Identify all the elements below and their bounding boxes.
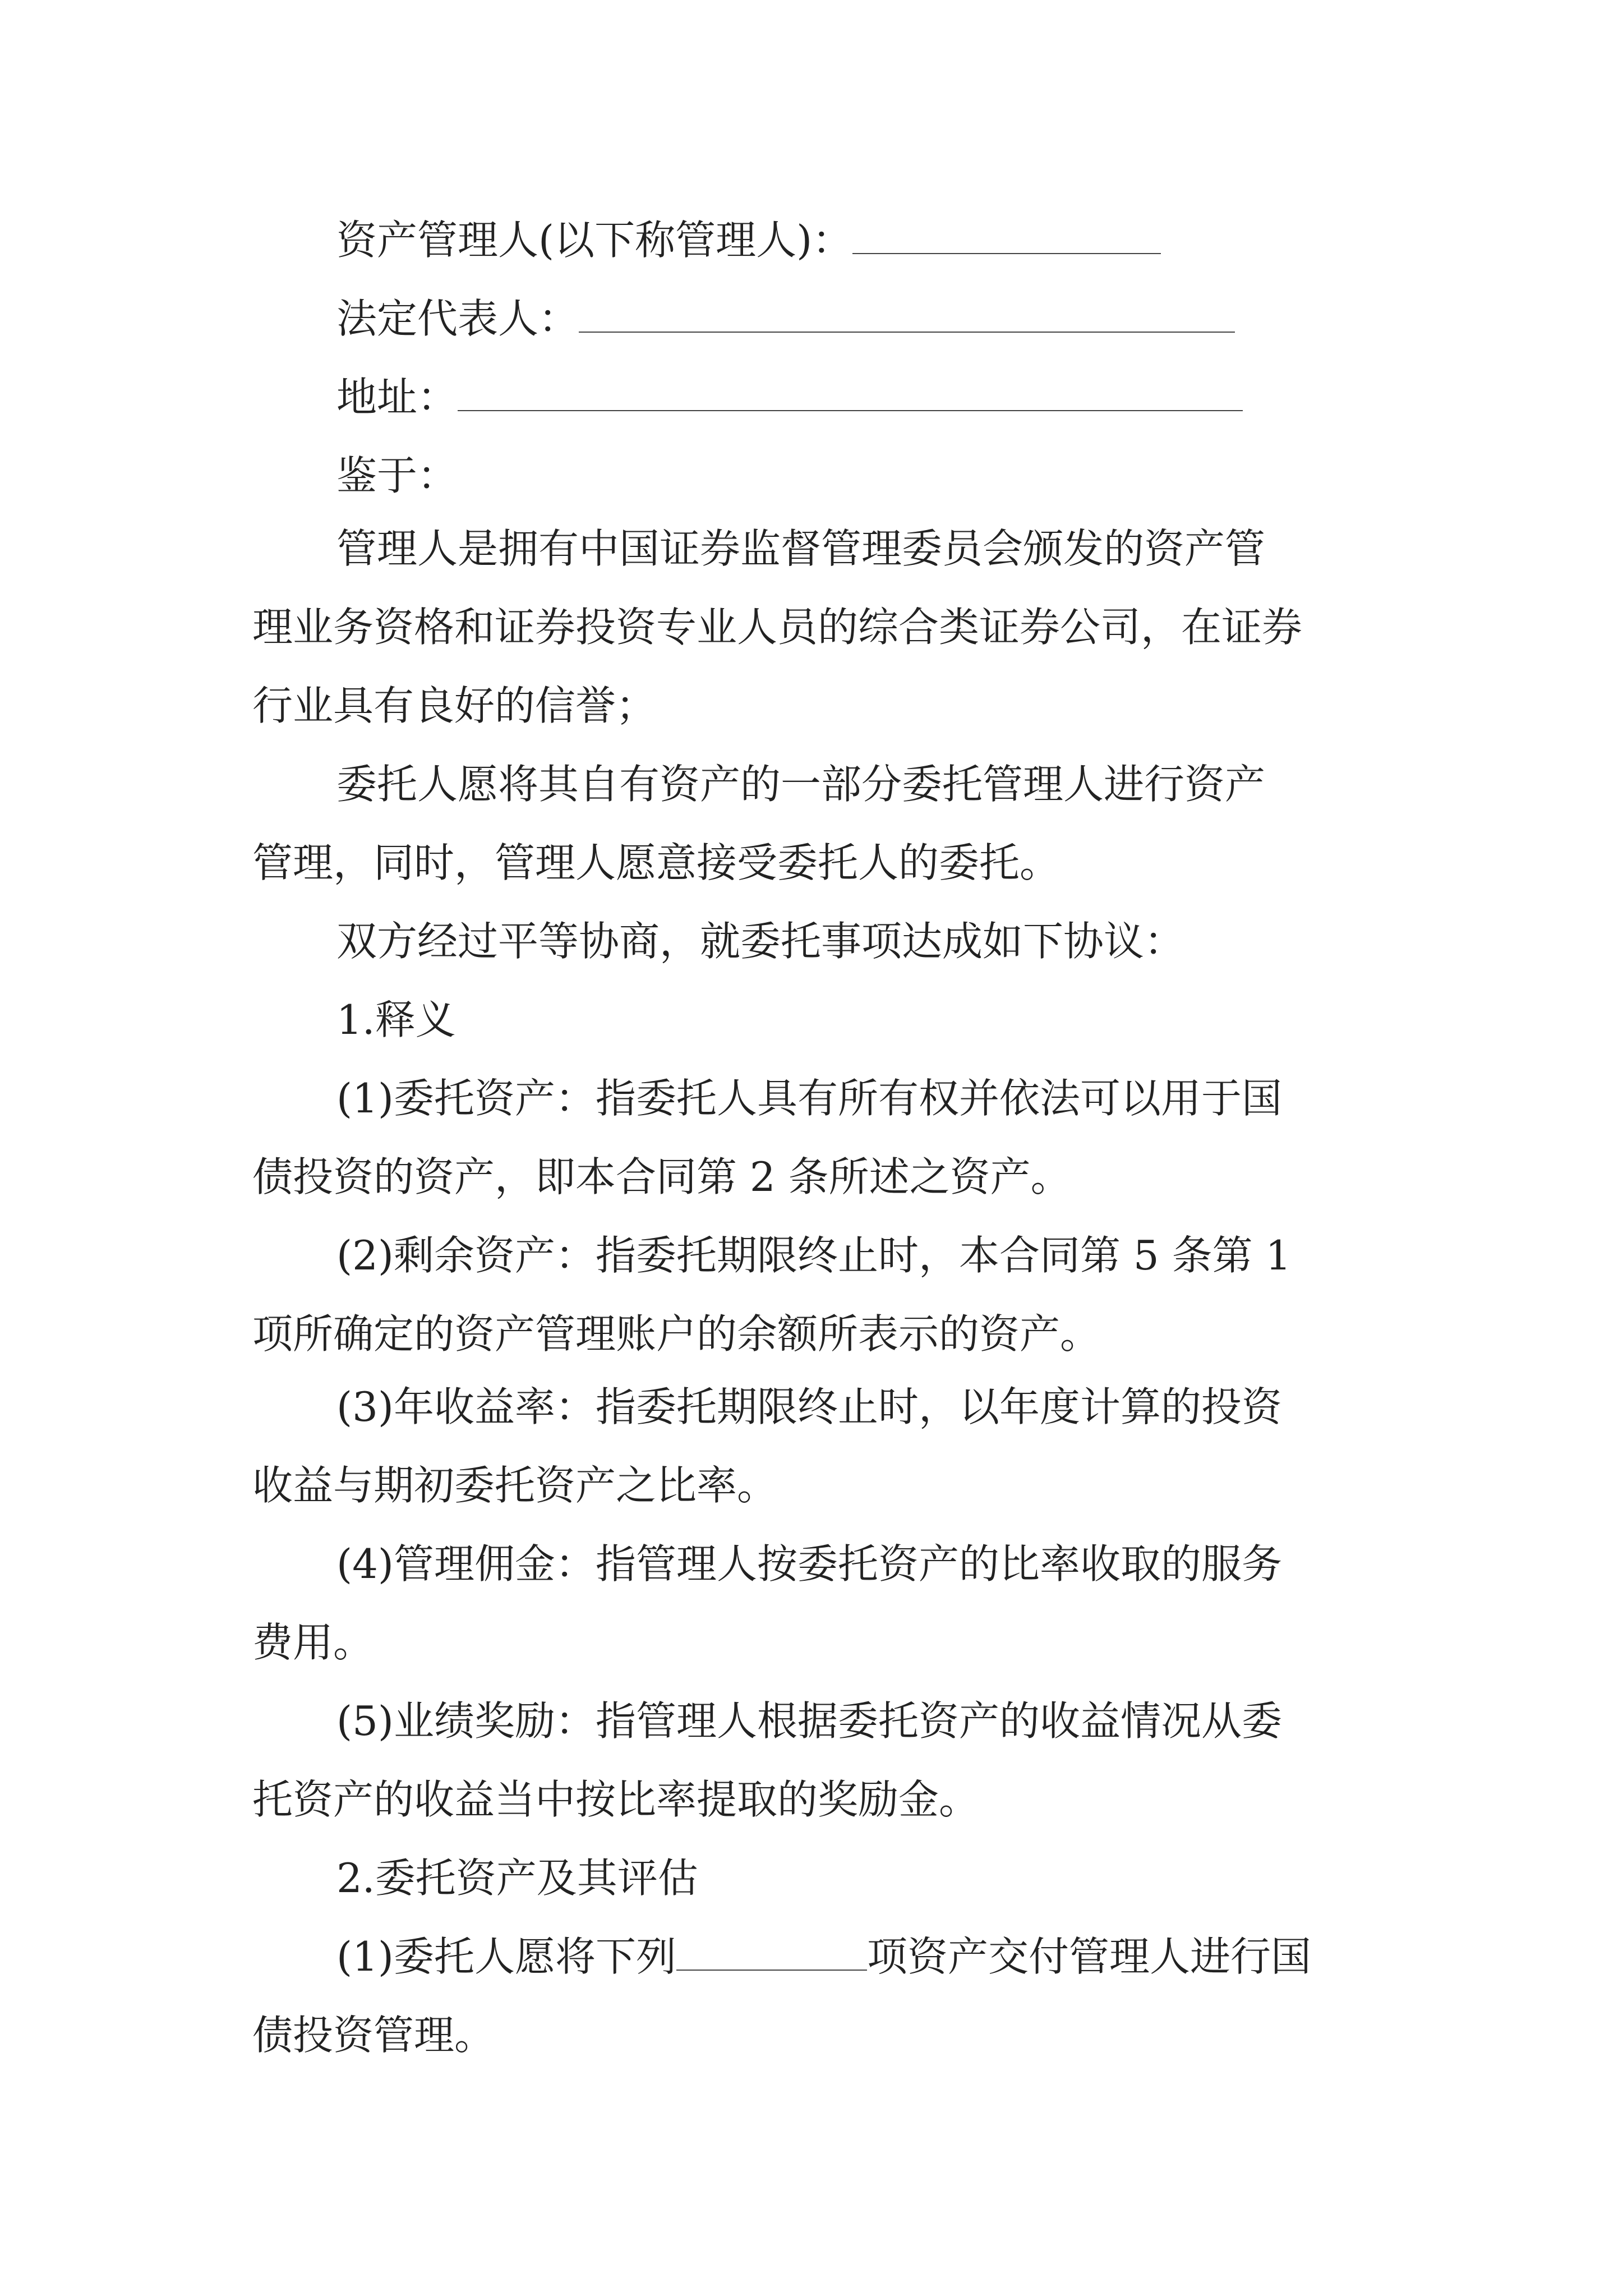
- definition-4-line-1: (4)管理佣金：指管理人按委托资产的比率收取的服务: [336, 1540, 1282, 1588]
- definition-4-line-2: 费用。: [252, 1619, 374, 1666]
- definition-1-line-1: (1)委托资产：指委托人具有所有权并依法可以用于国: [336, 1075, 1282, 1122]
- recital-3-line-1: 双方经过平等协商，就委托事项达成如下协议：: [336, 918, 1185, 965]
- legal-rep-blank: [579, 309, 1235, 333]
- address-blank: [458, 388, 1243, 411]
- legal-rep-field: [336, 292, 1235, 346]
- asset-item-1-line-2: 债投资管理。: [252, 2012, 495, 2059]
- asset-item-1-suffix: 项资产交付管理人进行国: [867, 1933, 1312, 1980]
- section-2-heading: 2.委托资产及其评估: [336, 1855, 698, 1902]
- definition-1-line-2: 债投资的资产，即本合同第 2 条所述之资产。: [252, 1153, 1071, 1200]
- recital-2-line-1: 委托人愿将其自有资产的一部分委托管理人进行资产: [336, 761, 1266, 808]
- asset-item-1-line-1: [336, 1930, 1311, 1984]
- definition-2-line-1: (2)剩余资产：指委托期限终止时，本合同第 5 条第 1: [336, 1232, 1292, 1279]
- whereas-label: 鉴于：: [336, 452, 458, 499]
- address-label: 地址：: [336, 374, 458, 421]
- legal-rep-label: 法定代表人：: [336, 295, 579, 342]
- definition-3-line-2: 收益与期初委托资产之比率。: [252, 1462, 778, 1509]
- definition-3-line-1: (3)年收益率：指委托期限终止时，以年度计算的投资: [336, 1383, 1282, 1430]
- definition-5-line-1: (5)业绩奖励：指管理人根据委托资产的收益情况从委: [336, 1697, 1282, 1745]
- recital-1-line-3: 行业具有良好的信誉；: [252, 682, 657, 729]
- definition-2-line-2: 项所确定的资产管理账户的余额所表示的资产。: [252, 1310, 1101, 1358]
- manager-blank: [852, 231, 1161, 254]
- asset-count-blank: [676, 1947, 867, 1971]
- manager-label: 资产管理人(以下称管理人)：: [336, 217, 853, 264]
- address-field: [336, 370, 1243, 424]
- recital-2-line-2: 管理，同时，管理人愿意接受委托人的委托。: [252, 839, 1061, 886]
- manager-field: [336, 213, 1161, 267]
- section-1-heading: 1.释义: [336, 996, 456, 1043]
- recital-1-line-2: 理业务资格和证券投资专业人员的综合类证券公司，在证券: [252, 604, 1303, 651]
- recital-1-line-1: 管理人是拥有中国证券监督管理委员会颁发的资产管: [336, 525, 1266, 572]
- definition-5-line-2: 托资产的收益当中按比率提取的奖励金。: [252, 1776, 980, 1823]
- asset-item-1-prefix: (1)委托人愿将下列: [336, 1933, 676, 1980]
